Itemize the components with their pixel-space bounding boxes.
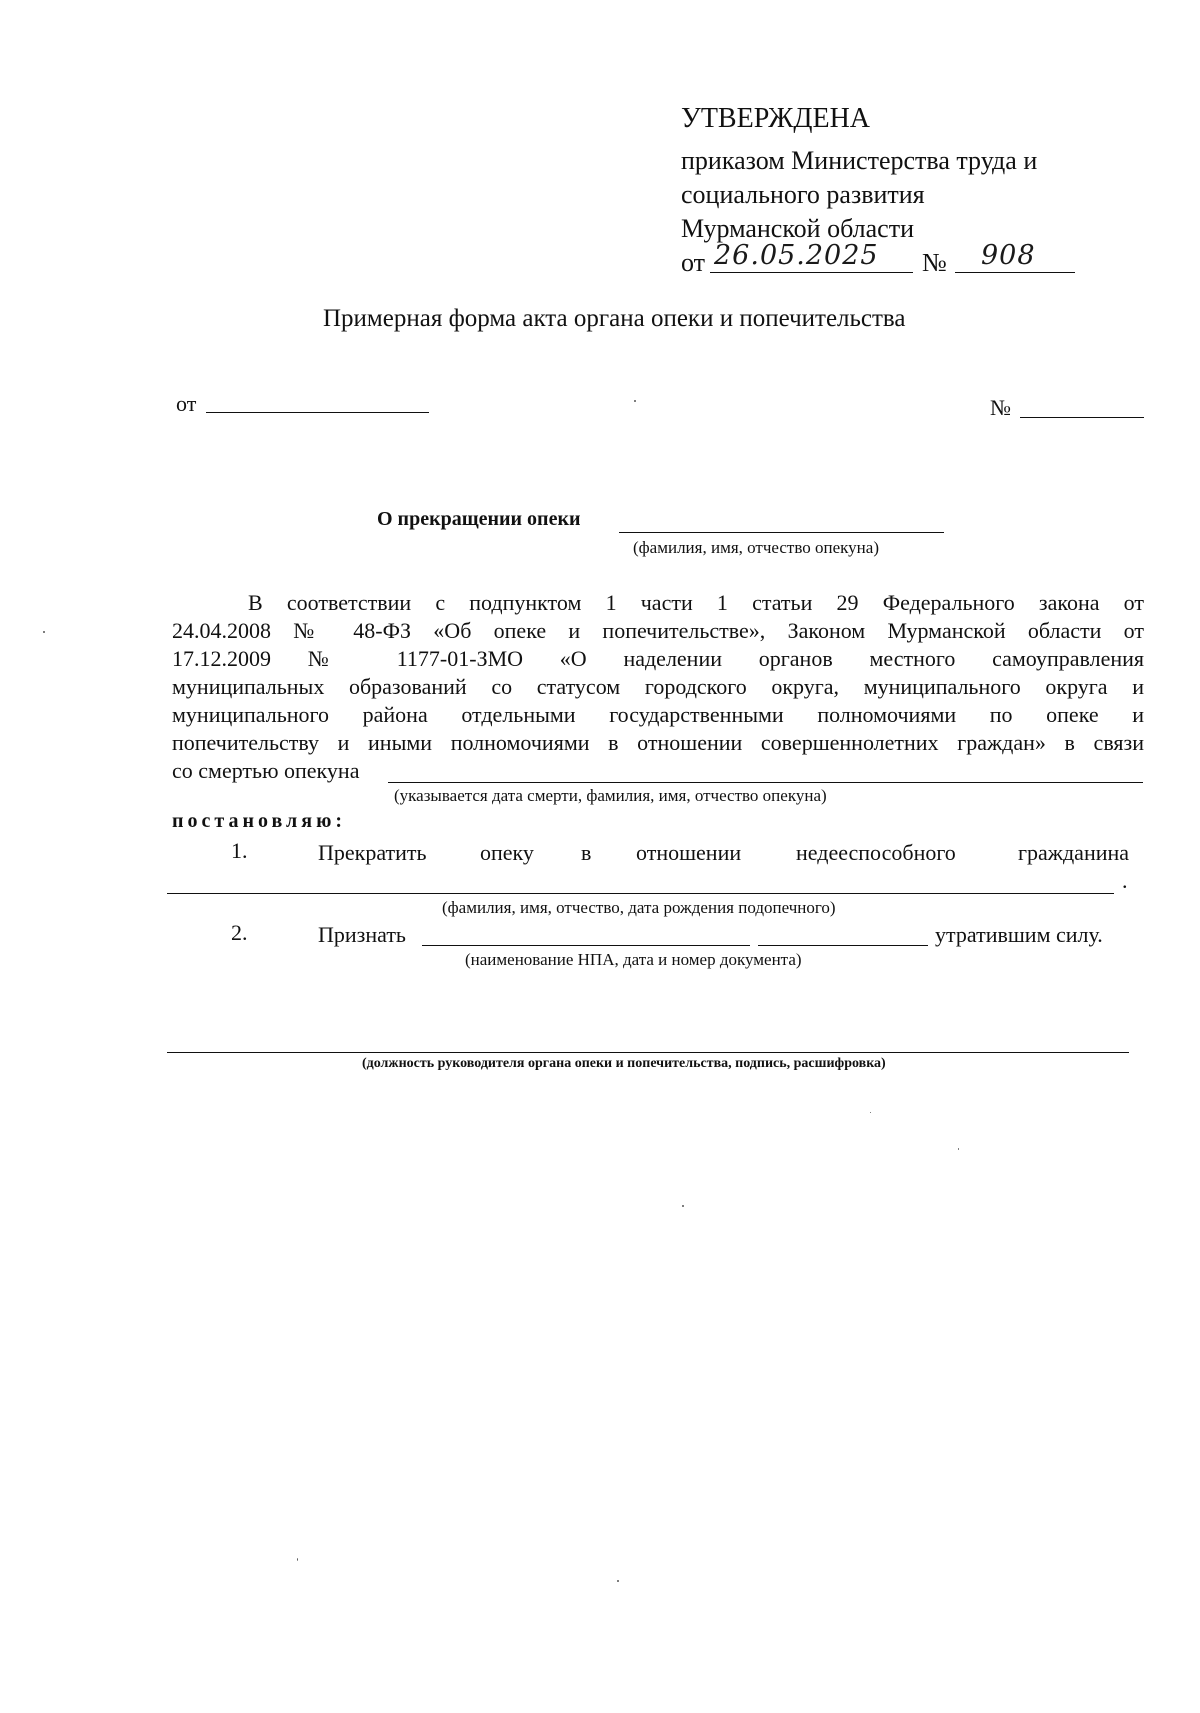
body-line-7: со смертью опекуна	[172, 758, 360, 783]
scan-speck	[634, 400, 636, 402]
item-2-tail: утратившим силу.	[935, 922, 1103, 947]
body-line-6: попечительству и иными полномочиями в отношении совершеннолетних граждан» в связи	[172, 730, 1144, 755]
approval-line-1: приказом Министерства труда и	[681, 146, 1038, 175]
npa-caption: (наименование НПА, дата и номер документа)	[465, 950, 802, 969]
body-line-2: 24.04.2008 № 48-ФЗ «Об опеке и попечительстве», Законом Мурманской области от	[172, 618, 1144, 643]
ward-details-caption: (фамилия, имя, отчество, дата рождения подопечного)	[442, 898, 836, 917]
approval-number-value: 908	[981, 240, 1036, 271]
act-number-field[interactable]	[1020, 417, 1144, 418]
item-2-number: 2.	[231, 920, 248, 945]
approval-number-underline	[955, 272, 1075, 273]
act-date-prefix: от	[176, 391, 197, 416]
approval-line-2: социального развития	[681, 180, 925, 209]
guardian-death-caption: (указывается дата смерти, фамилия, имя, отчество опекуна)	[394, 786, 827, 805]
signature-field[interactable]	[167, 1052, 1129, 1053]
guardian-name-caption: (фамилия, имя, отчество опекуна)	[633, 538, 879, 557]
item-1-word-3: в	[581, 840, 592, 865]
scan-speck	[682, 1205, 684, 1207]
approval-title: УТВЕРЖДЕНА	[681, 103, 871, 134]
scan-speck	[43, 631, 45, 633]
approval-date-prefix: от	[681, 248, 706, 277]
scan-speck	[617, 1580, 619, 1582]
form-title: Примерная форма акта органа опеки и попечительства	[323, 305, 906, 332]
ward-details-field[interactable]	[167, 893, 1114, 894]
act-number-prefix: №	[990, 395, 1011, 420]
scan-speck	[297, 1558, 298, 1561]
approval-date-value: 26.05.2025	[714, 240, 879, 271]
item-1-word-5: недееспособного	[796, 840, 956, 865]
item-1-word-6: гражданина	[1018, 840, 1130, 865]
body-line-4: муниципальных образований со статусом городского округа, муниципального округа и	[172, 674, 1144, 699]
item-1-word-4: отношении	[636, 840, 742, 865]
scan-speck	[958, 1148, 959, 1150]
approval-line-3: Мурманской области	[681, 214, 914, 243]
item-2-lead: Признать	[318, 922, 406, 947]
approval-number-prefix: №	[922, 248, 947, 277]
signature-caption: (должность руководителя органа опеки и попечительства, подпись, расшифровка)	[362, 1056, 886, 1071]
body-line-3: 17.12.2009 № 1177-01-ЗМО «О наделении органов местного самоуправления	[172, 646, 1144, 671]
body-paragraph	[172, 589, 1144, 785]
body-line-1: В соответствии с подпунктом 1 части 1 статьи 29 Федерального закона от	[248, 590, 1144, 615]
guardian-name-field[interactable]	[619, 532, 944, 533]
body-line-5: муниципального района отдельными государственными полномочиями по опеке и	[172, 702, 1144, 727]
item-1-word-2: опеку	[480, 840, 534, 865]
approval-date-underline	[710, 272, 913, 273]
act-subject: О прекращении опеки	[377, 508, 581, 530]
item-1-word-1: Прекратить	[318, 840, 427, 865]
act-date-field[interactable]	[206, 412, 429, 413]
guardian-death-field[interactable]	[388, 782, 1143, 783]
npa-name-field[interactable]	[422, 945, 750, 946]
scan-speck	[870, 1112, 871, 1113]
item-1-number: 1.	[231, 838, 248, 863]
item-1-end-mark: .	[1122, 868, 1128, 893]
decree-word: постановляю:	[172, 810, 347, 832]
npa-number-field[interactable]	[758, 945, 928, 946]
